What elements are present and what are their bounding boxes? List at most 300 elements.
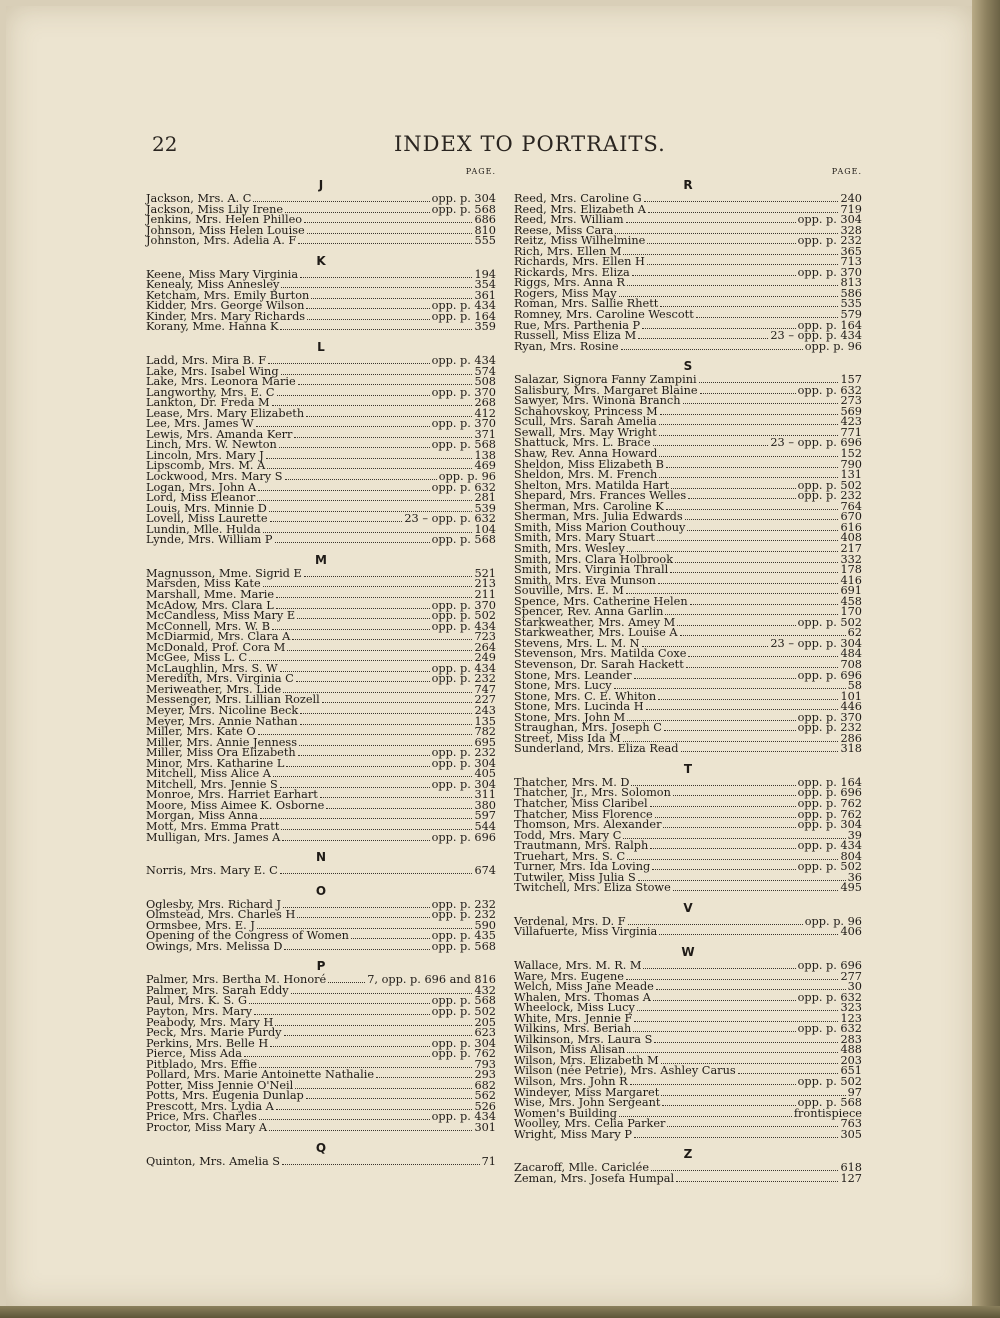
entry-page-ref: 405 [474,767,496,781]
dot-leader [298,377,473,385]
entry-page-ref: 354 [474,278,496,292]
dot-leader [284,1028,473,1036]
entry-page-ref: opp. p. 164 [431,309,496,323]
entry-name: Shaw, Rev. Anna Howard [514,447,658,461]
entry-page-ref: 713 [840,255,862,269]
dot-leader [654,1035,838,1043]
dot-leader [351,931,430,939]
dot-leader [282,1157,480,1165]
dot-leader [619,289,839,297]
index-column-left [146,166,496,1173]
dot-leader [626,215,796,223]
index-entry [146,866,496,877]
entry-name: Logan, Mrs. John A [146,480,257,494]
section-letter-k: K [316,253,326,268]
entry-page-ref: opp. p. 434 [431,661,496,675]
entry-page-ref: opp. p. 232 [431,672,496,686]
dot-leader [647,236,795,244]
entry-name: Minor, Mrs. Katharine L [146,756,285,770]
dot-leader [688,649,838,657]
entry-name: Potts, Mrs. Eugenia Dunlap [146,1089,304,1103]
section-letter-l: L [317,340,325,355]
dot-leader [658,692,838,700]
entry-name: Ladd, Mrs. Mira B. F [146,354,267,368]
entry-page-ref: 544 [474,819,496,833]
entry-name: McCandless, Miss Mary E [146,609,296,623]
entry-page-ref: opp. p. 304 [431,756,496,770]
entry-name: Sunderland, Mrs. Eliza Read [514,742,679,756]
dot-leader [281,367,473,375]
entry-page-ref: 686 [474,213,496,227]
entry-name: Rogers, Miss May [514,286,617,300]
dot-leader [690,597,839,605]
dot-leader [623,831,845,839]
dot-leader [663,820,795,828]
dot-leader [287,643,472,651]
entry-name: Lincoln, Mrs. Mary J [146,448,264,462]
entry-name: Stevens, Mrs. L. M. N [514,636,640,650]
section-gap [514,1184,862,1190]
dot-leader [259,1060,472,1068]
entry-page-ref: frontispiece [793,1106,862,1120]
entry-name: Salazar, Signora Fanny Zampini [514,373,697,387]
entry-name: Wilson, Mrs. Elizabeth M [514,1053,659,1067]
entry-page-ref: 488 [840,1043,862,1057]
entry-name: Stone, Mrs. C. E. Whiton [514,689,657,703]
dot-leader [673,788,796,796]
dot-leader [637,1003,839,1011]
dot-leader [634,1014,838,1022]
entry-name: Kidder, Mrs. George Wilson [146,299,305,313]
dot-leader [627,1045,838,1053]
dot-leader [280,866,473,874]
entry-name: Johnson, Miss Helen Louise [146,223,305,237]
entry-name: Twitchell, Mrs. Eliza Stowe [514,881,671,895]
entry-page-ref: opp. p. 568 [431,994,496,1008]
dot-leader [285,205,429,213]
entry-page-ref: opp. p. 232 [797,234,862,248]
dot-leader [258,727,473,735]
entry-page-ref: 365 [840,244,862,258]
entry-page-ref: 623 [474,1026,496,1040]
dot-leader [659,417,839,425]
entry-page-ref: opp. p. 232 [797,721,862,735]
entry-page-ref: 651 [840,1064,862,1078]
entry-name: Palmer, Mrs. Sarah Eddy [146,983,289,997]
entry-page-ref: opp. p. 304 [797,818,862,832]
entry-name: Louis, Mrs. Minnie D [146,501,267,515]
dot-leader [673,883,839,891]
dot-leader [306,1091,473,1099]
dot-leader [280,780,430,788]
entry-page-ref: 804 [840,849,862,863]
entry-page-ref: opp. p. 696 [431,830,496,844]
entry-name: Quinton, Mrs. Amelia S [146,1154,281,1168]
entry-name: Linch, Mrs. W. Newton [146,438,277,452]
entry-page-ref: opp. p. 434 [431,354,496,368]
entry-name: Mott, Mrs. Emma Pratt [146,819,280,833]
entry-page-ref: 36 [847,870,862,884]
entry-name: Wilkinson, Mrs. Laura S [514,1032,653,1046]
entry-name: McAdow, Mrs. Clara L [146,598,274,612]
entry-page-ref: 446 [840,700,862,714]
dot-leader [638,331,768,339]
entry-name: Stevenson, Dr. Sarah Hackett [514,657,684,671]
dot-leader [281,822,472,830]
entry-page-ref: opp. p. 502 [431,609,496,623]
entry-page-ref: 131 [840,468,862,482]
entry-name: Zacaroff, Mlle. Cariclée [514,1161,650,1175]
entry-name: Smith, Mrs. Wesley [514,541,625,555]
dot-leader [628,917,803,925]
entry-name: Peabody, Mrs. Mary H [146,1015,274,1029]
entry-page-ref: 135 [474,714,496,728]
dot-leader [285,472,437,480]
dot-leader [267,461,472,469]
entry-name: Reese, Miss Cara [514,223,614,237]
entry-name: Lake, Mrs. Isabel Wing [146,364,279,378]
entry-page-ref: 101 [840,689,862,703]
entry-name: Russell, Miss Eliza M [514,329,637,343]
entry-page-ref: opp. p. 96 [804,339,862,353]
dot-leader [304,569,473,577]
entry-page-ref: opp. p. 370 [431,598,496,612]
dot-leader [650,841,795,849]
entry-page-ref: opp. p. 696 [797,959,862,972]
entry-page-ref: 682 [474,1078,496,1092]
entry-name: Paul, Mrs. K. S. G [146,994,248,1008]
entry-name: Smith, Mrs. Eva Munson [514,573,656,587]
dot-leader [304,215,472,223]
dot-leader [677,618,795,626]
entry-page-ref: opp. p. 762 [431,1047,496,1061]
entry-name: Reed, Mrs. Elizabeth A [514,202,646,216]
dot-leader [683,396,839,404]
entry-name: Wright, Miss Mary P [514,1127,632,1141]
dot-leader [280,322,472,330]
entry-page-ref: 495 [840,881,862,895]
entry-page-ref: 810 [474,223,496,237]
entry-page-ref: 213 [474,577,496,591]
dot-leader [298,236,472,244]
entry-page-ref: opp. p. 502 [431,1005,496,1018]
entry-page-ref: opp. p. 434 [431,299,496,313]
dot-leader [297,910,429,918]
entry-name: Meriweather, Mrs. Lide [146,682,282,696]
entry-name: Lord, Miss Eleanor [146,491,256,505]
entry-page-ref: 30 [847,980,862,994]
entry-page-ref: 240 [840,192,862,205]
entry-page-ref: 555 [474,234,496,248]
entry-name: Ormsbee, Mrs. E. J [146,918,255,932]
dot-leader [300,717,473,725]
entry-page-ref: 569 [840,404,862,418]
entry-page-ref: 361 [474,288,496,302]
entry-name: Souville, Mrs. E. M [514,584,624,598]
entry-name: White, Mrs. Jennie F [514,1011,633,1025]
entry-page-ref: opp. p. 232 [431,746,496,760]
entry-name: Rich, Mrs. Ellen M [514,244,622,258]
entry-page-ref: opp. p. 96 [804,914,862,928]
entry-page-ref: opp. p. 164 [797,775,862,789]
dot-leader [320,790,473,798]
dot-leader [284,942,429,950]
dot-leader [294,430,472,438]
entry-name: Sawyer, Mrs. Winona Branch [514,394,681,408]
section-letter-q: Q [315,1140,327,1155]
dot-leader [292,632,472,640]
dot-leader [300,706,472,714]
index-entry [146,322,496,333]
dot-leader [307,312,429,320]
entry-page-ref: 416 [840,573,862,587]
entry-name: Perkins, Mrs. Belle H [146,1036,269,1050]
entry-page-ref: 323 [840,1001,862,1015]
entry-page-ref: opp. p. 370 [431,385,496,399]
entry-page-ref: 205 [474,1015,496,1029]
entry-page-ref: 586 [840,286,862,300]
entry-page-ref: 590 [474,918,496,932]
dot-leader [633,1024,795,1032]
entry-page-ref: opp. p. 370 [797,265,862,279]
dot-leader [322,695,473,703]
entry-name: Norris, Mrs. Mary E. C [146,864,278,878]
entry-name: Miller, Miss Ora Elizabeth [146,746,296,760]
dot-leader [253,194,429,202]
entry-page-ref: opp. p. 370 [797,710,862,724]
entry-page-ref: 39 [847,828,862,842]
dot-leader [665,607,838,615]
entry-page-ref: 359 [474,320,496,334]
entry-page-ref: opp. p. 762 [797,796,862,810]
entry-name: Woolley, Mrs. Celia Parker [514,1117,666,1131]
entry-page-ref: opp. p. 696 [797,786,862,800]
entry-page-ref: opp. p. 632 [797,1022,862,1036]
dot-leader [667,1119,838,1127]
entry-page-ref: 562 [474,1089,496,1103]
entry-name: Proctor, Miss Mary A [146,1121,268,1135]
entry-page-ref: 616 [840,520,862,534]
page-title: INDEX TO PORTRAITS. [394,132,666,156]
dot-leader [276,1102,473,1110]
entry-page-ref: 23 – opp. p. 632 [404,512,496,526]
dot-leader [269,1123,472,1131]
dot-leader [648,205,839,213]
entry-name: Stone, Mrs. Lucy [514,679,612,693]
entry-name: Reed, Mrs. William [514,213,624,227]
dot-leader [653,993,796,1001]
entry-page-ref: 719 [840,202,862,216]
entry-page-ref: opp. p. 370 [431,417,496,431]
entry-page-ref: opp. p. 762 [797,807,862,821]
dot-leader [328,975,365,983]
dot-leader [647,257,839,265]
entry-name: Meredith, Mrs. Virginia C [146,672,294,686]
entry-name: Payton, Mrs. Mary [146,1005,253,1018]
entry-name: Kenealy, Miss Annesley [146,278,280,292]
entry-name: Sewall, Mrs. May Wright [514,425,657,439]
entry-page-ref: 138 [474,448,496,462]
dot-leader [326,801,472,809]
dot-leader [297,611,429,619]
entry-name: Moore, Miss Aimee K. Osborne [146,798,325,812]
entry-page-ref: 708 [840,657,862,671]
entry-name: Wallace, Mrs. M. R. M [514,959,642,972]
section-letter-m: M [315,552,327,567]
entry-name: Meyer, Mrs. Annie Nathan [146,714,298,728]
entry-name: Jenkins, Mrs. Helen Philleo [146,213,303,227]
entry-page-ref: opp. p. 304 [431,192,496,205]
dot-leader [619,1109,792,1117]
index-entry [514,1171,862,1185]
entry-page-ref: 535 [840,297,862,311]
book-spine-edge [972,0,1000,1318]
dot-leader [275,1018,472,1026]
index-entry [146,535,496,546]
entry-page-ref: 521 [474,566,496,580]
dot-leader [655,810,796,818]
entry-name: Truehart, Mrs. S. C [514,849,626,863]
entry-name: Peck, Mrs. Marie Purdy [146,1026,282,1040]
entry-name: Tutwiler, Miss Julia S [514,870,636,884]
entry-name: Pollard, Mrs. Marie Antoinette Nathalie [146,1068,375,1082]
entry-page-ref: 301 [474,1121,496,1135]
entry-page-ref: 813 [840,276,862,290]
entry-page-ref: opp. p. 502 [797,615,862,629]
dot-leader [276,601,430,609]
entry-name: Wilkins, Mrs. Beriah [514,1022,632,1036]
entry-name: Stone, Mrs. John M [514,710,626,724]
entry-page-ref: 170 [840,605,862,619]
dot-leader [638,873,846,881]
entry-name: Stone, Mrs. Leander [514,668,632,682]
entry-page-ref: 152 [840,447,862,461]
entry-page-ref: 293 [474,1068,496,1082]
section-letter-p: P [316,959,326,974]
entry-page-ref: 203 [840,1053,862,1067]
entry-page-ref: 597 [474,809,496,823]
entry-name: McGee, Miss L. C [146,651,248,665]
entry-page-ref: 58 [847,679,862,693]
entry-page-ref: 249 [474,651,496,665]
entry-page-ref: 574 [474,364,496,378]
entry-page-ref: opp. p. 568 [431,533,496,547]
dot-leader [615,226,838,234]
entry-name: Schahovskoy, Princess M [514,404,658,418]
dot-leader [650,799,796,807]
entry-page-ref: opp. p. 568 [431,939,496,953]
entry-name: Lake, Mrs. Leonora Marie [146,375,296,389]
entry-page-ref: opp. p. 568 [431,202,496,216]
index-entry [514,744,862,755]
entry-page-ref: 311 [474,788,496,802]
entry-name: Mitchell, Miss Alice A [146,767,271,781]
entry-page-ref: 318 [840,742,862,756]
dot-leader [249,996,430,1004]
dot-leader [257,493,472,501]
page-number: 22 [152,132,178,156]
entry-name: Zeman, Mrs. Josefa Humpal [514,1171,675,1185]
entry-name: Roman, Mrs. Sallie Rhett [514,297,659,311]
dot-leader [282,833,429,841]
index-entry [146,830,496,844]
entry-page-ref: 469 [474,459,496,473]
dot-leader [263,579,473,587]
entry-name: Owings, Mrs. Melissa D [146,939,283,953]
index-column-right [514,166,862,1190]
dot-leader [627,713,795,721]
entry-name: McLaughlin, Mrs. S. W [146,661,278,675]
dot-leader [644,194,839,202]
entry-name: Stone, Mrs. Lucinda H [514,700,644,714]
entry-page-ref: 408 [840,531,862,545]
entry-name: Ware, Mrs. Eugene [514,969,624,983]
dot-leader [662,1098,795,1106]
entry-name: Smith, Mrs. Clara Holbrook [514,552,674,566]
entry-name: Turner, Mrs. Ida Loving [514,860,651,874]
dot-leader [276,590,472,598]
dot-leader [286,759,429,767]
dot-leader [623,247,838,255]
entry-name: Thomson, Mrs. Alexander [514,818,662,832]
dot-leader [659,470,838,478]
dot-leader [272,398,473,406]
dot-leader [661,1088,845,1096]
entry-name: Prescott, Mrs. Lydia A [146,1099,274,1113]
index-entry [146,1123,496,1134]
entry-name: Lease, Mrs. Mary Elizabeth [146,406,305,420]
entry-name: Shepard, Mrs. Frances Welles [514,489,687,503]
entry-page-ref: 423 [840,415,862,429]
dot-leader [272,622,430,630]
dot-leader [651,1163,838,1171]
dot-leader [283,685,472,693]
section-letter-t: T [683,761,693,776]
entry-page-ref: opp. p. 232 [431,897,496,911]
dot-leader [643,961,795,969]
entry-page-ref: 283 [840,1032,862,1046]
entry-name: Marshall, Mme. Marie [146,587,275,601]
entry-page-ref: opp. p. 632 [797,383,862,397]
entry-name: Korany, Mme. Hanna K [146,320,279,334]
entry-page-ref: 793 [474,1057,496,1071]
index-entry [146,236,496,247]
entry-page-ref: 670 [840,510,862,524]
dot-leader [626,586,839,594]
section-letter-w: W [681,945,695,959]
entry-page-ref: 380 [474,798,496,812]
page-column-label: PAGE. [465,167,496,176]
dot-leader [277,388,430,396]
entry-page-ref: 123 [840,1011,862,1025]
entry-name: Lovell, Miss Laurette [146,512,268,526]
entry-page-ref: 268 [474,396,496,410]
entry-name: Shattuck, Mrs. L. Brace [514,436,651,450]
entry-page-ref: 332 [840,552,862,566]
dot-leader [632,268,796,276]
entry-name: Wise, Mrs. John Sergeant [514,1096,661,1110]
entry-page-ref: 695 [474,735,496,749]
entry-name: Salisbury, Mrs. Margaret Blaine [514,383,698,397]
dot-leader [642,639,769,647]
entry-name: Starkweather, Mrs. Amey M [514,615,676,629]
dot-leader [260,811,472,819]
entry-name: Keene, Miss Mary Virginia [146,267,299,281]
entry-page-ref: opp. p. 304 [431,777,496,791]
entry-name: McDiarmid, Mrs. Clara A [146,630,291,644]
entry-page-ref: opp. p. 435 [431,929,496,943]
entry-page-ref: 764 [840,499,862,513]
